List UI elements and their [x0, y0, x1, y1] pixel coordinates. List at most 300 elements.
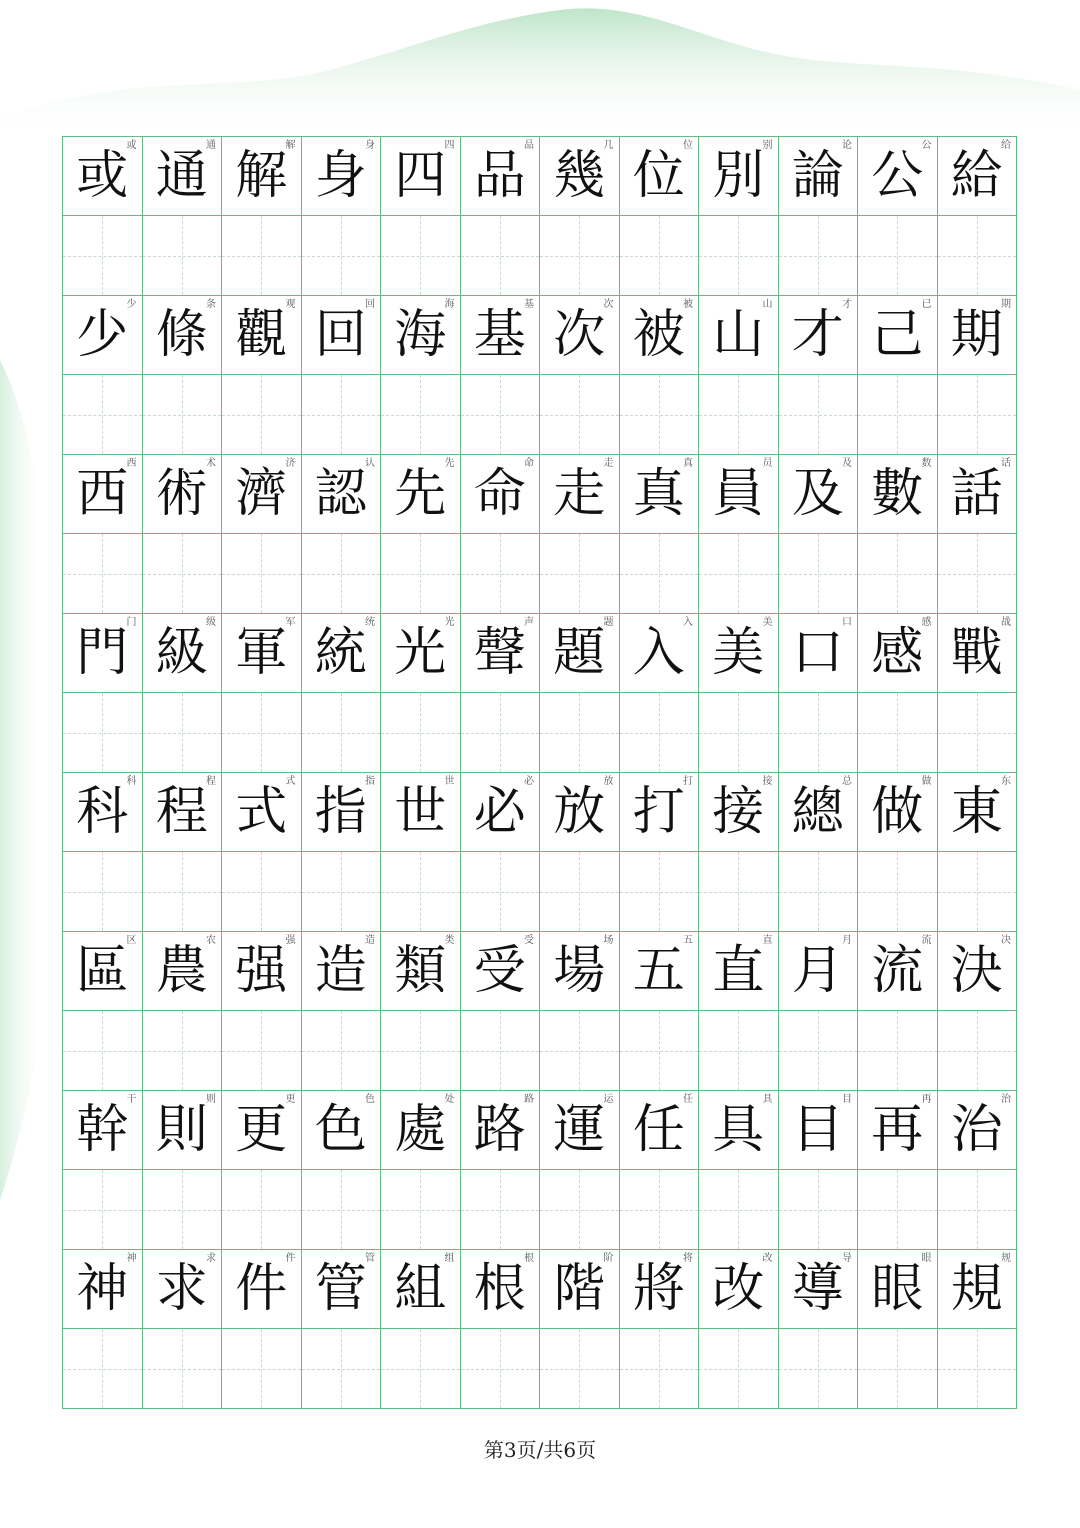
- character-box: [540, 137, 619, 216]
- character-box: [779, 455, 858, 534]
- writing-space[interactable]: [699, 1170, 778, 1249]
- writing-space[interactable]: [858, 693, 937, 772]
- writing-space[interactable]: [540, 1170, 619, 1249]
- traditional-character: 接: [712, 782, 765, 842]
- character-box: [222, 455, 301, 534]
- character-box: [620, 614, 699, 693]
- practice-cell: [461, 1250, 541, 1409]
- practice-cell: [540, 614, 620, 773]
- writing-space[interactable]: [63, 375, 142, 454]
- traditional-character: 處: [394, 1100, 447, 1160]
- practice-cell: [938, 1250, 1018, 1409]
- writing-space[interactable]: [699, 852, 778, 931]
- character-box: [222, 1250, 301, 1329]
- writing-space[interactable]: [779, 216, 858, 295]
- practice-cell: [779, 296, 859, 455]
- simplified-hint: 管: [365, 1253, 375, 1264]
- simplified-hint: 式: [285, 776, 296, 787]
- writing-space[interactable]: [461, 852, 540, 931]
- writing-space[interactable]: [938, 216, 1017, 295]
- practice-cell: [381, 1250, 461, 1409]
- character-box: [858, 1091, 937, 1170]
- writing-space[interactable]: [143, 375, 222, 454]
- character-box: [699, 614, 778, 693]
- practice-cell: [938, 614, 1018, 773]
- writing-space[interactable]: [461, 1170, 540, 1249]
- simplified-hint: 色: [365, 1094, 375, 1105]
- writing-space[interactable]: [461, 1011, 540, 1090]
- simplified-hint: 观: [285, 299, 296, 310]
- simplified-hint: 题: [603, 617, 614, 628]
- traditional-character: 別: [712, 146, 765, 206]
- character-box: [381, 296, 460, 375]
- writing-space[interactable]: [302, 852, 381, 931]
- character-box: [222, 137, 301, 216]
- writing-space[interactable]: [540, 693, 619, 772]
- simplified-hint: 任: [683, 1094, 693, 1105]
- practice-cell: [461, 137, 541, 296]
- character-box: [858, 773, 937, 852]
- practice-cell: [461, 1091, 541, 1250]
- simplified-hint: 具: [762, 1094, 773, 1105]
- writing-space[interactable]: [620, 1011, 699, 1090]
- traditional-character: 基: [473, 305, 526, 365]
- simplified-hint: 军: [285, 617, 296, 628]
- writing-space[interactable]: [302, 1170, 381, 1249]
- writing-space[interactable]: [461, 216, 540, 295]
- writing-space[interactable]: [302, 375, 381, 454]
- traditional-character: 給: [950, 146, 1003, 206]
- traditional-character: 月: [791, 941, 844, 1001]
- writing-space[interactable]: [143, 1329, 222, 1408]
- writing-space[interactable]: [540, 216, 619, 295]
- writing-space[interactable]: [620, 534, 699, 613]
- writing-space[interactable]: [381, 1011, 460, 1090]
- traditional-character: 求: [155, 1259, 208, 1319]
- simplified-hint: 口: [842, 617, 852, 628]
- writing-space[interactable]: [779, 1329, 858, 1408]
- character-box: [143, 773, 222, 852]
- character-box: [302, 1091, 381, 1170]
- practice-cell: [938, 455, 1018, 614]
- writing-space[interactable]: [222, 534, 301, 613]
- traditional-character: 根: [473, 1259, 526, 1319]
- practice-cell: [381, 137, 461, 296]
- traditional-character: 導: [791, 1259, 844, 1319]
- writing-space[interactable]: [63, 1170, 142, 1249]
- character-box: [858, 1250, 937, 1329]
- traditional-character: 統: [314, 623, 367, 683]
- character-box: [938, 614, 1017, 693]
- traditional-character: 則: [155, 1100, 208, 1160]
- character-box: [461, 1250, 540, 1329]
- simplified-hint: 统: [365, 617, 375, 628]
- writing-space[interactable]: [858, 216, 937, 295]
- traditional-character: 階: [553, 1259, 606, 1319]
- simplified-hint: 东: [1001, 776, 1011, 787]
- practice-cell: [222, 1091, 302, 1250]
- character-box: [620, 455, 699, 534]
- character-box: [461, 932, 540, 1011]
- writing-space[interactable]: [381, 1170, 460, 1249]
- traditional-character: 及: [791, 464, 844, 524]
- traditional-character: 通: [155, 146, 208, 206]
- writing-space[interactable]: [222, 852, 301, 931]
- traditional-character: 少: [76, 305, 129, 365]
- simplified-hint: 求: [206, 1253, 216, 1264]
- writing-space[interactable]: [381, 1329, 460, 1408]
- practice-cell: [381, 773, 461, 932]
- practice-cell: [620, 1250, 700, 1409]
- simplified-hint: 根: [524, 1253, 534, 1264]
- practice-cell: [620, 932, 700, 1091]
- traditional-character: 色: [314, 1100, 367, 1160]
- writing-space[interactable]: [143, 852, 222, 931]
- practice-cell: [143, 614, 223, 773]
- practice-cell: [540, 455, 620, 614]
- traditional-character: 門: [76, 623, 129, 683]
- writing-space[interactable]: [381, 852, 460, 931]
- writing-space[interactable]: [222, 1329, 301, 1408]
- character-box: [620, 1091, 699, 1170]
- practice-cell: [381, 614, 461, 773]
- practice-cell: [699, 1250, 779, 1409]
- character-box: [938, 296, 1017, 375]
- character-box: [699, 1091, 778, 1170]
- character-box: [620, 1250, 699, 1329]
- traditional-character: 口: [791, 623, 844, 683]
- character-box: [381, 614, 460, 693]
- writing-space[interactable]: [540, 1329, 619, 1408]
- writing-space[interactable]: [938, 1011, 1017, 1090]
- writing-space[interactable]: [858, 1011, 937, 1090]
- character-box: [63, 455, 142, 534]
- simplified-hint: 流: [921, 935, 932, 946]
- writing-space[interactable]: [620, 1170, 699, 1249]
- simplified-hint: 神: [126, 1253, 137, 1264]
- simplified-hint: 运: [603, 1094, 614, 1105]
- traditional-character: 入: [632, 623, 685, 683]
- character-box: [63, 137, 142, 216]
- character-box: [858, 296, 937, 375]
- practice-cell: [699, 296, 779, 455]
- writing-space[interactable]: [222, 693, 301, 772]
- writing-space[interactable]: [63, 534, 142, 613]
- writing-space[interactable]: [302, 1329, 381, 1408]
- writing-space[interactable]: [858, 1170, 937, 1249]
- character-box: [858, 137, 937, 216]
- writing-space[interactable]: [302, 534, 381, 613]
- writing-space[interactable]: [461, 1329, 540, 1408]
- traditional-character: 組: [394, 1259, 447, 1319]
- practice-cell: [63, 1091, 143, 1250]
- traditional-character: 軍: [235, 623, 288, 683]
- writing-space[interactable]: [540, 375, 619, 454]
- practice-cell: [302, 1250, 382, 1409]
- character-box: [938, 137, 1017, 216]
- practice-cell: [699, 932, 779, 1091]
- simplified-hint: 门: [126, 617, 137, 628]
- practice-cell: [779, 1250, 859, 1409]
- writing-space[interactable]: [779, 1011, 858, 1090]
- simplified-hint: 山: [762, 299, 773, 310]
- practice-cell: [381, 1091, 461, 1250]
- practice-cell: [143, 455, 223, 614]
- writing-space[interactable]: [381, 534, 460, 613]
- practice-cell: [63, 137, 143, 296]
- simplified-hint: 感: [921, 617, 932, 628]
- simplified-hint: 治: [1001, 1094, 1011, 1105]
- writing-space[interactable]: [699, 375, 778, 454]
- writing-space[interactable]: [938, 534, 1017, 613]
- character-box: [540, 773, 619, 852]
- writing-space[interactable]: [620, 216, 699, 295]
- writing-space[interactable]: [858, 534, 937, 613]
- practice-cell: [858, 614, 938, 773]
- writing-space[interactable]: [222, 1011, 301, 1090]
- writing-space[interactable]: [63, 1011, 142, 1090]
- writing-space[interactable]: [381, 693, 460, 772]
- writing-space[interactable]: [779, 852, 858, 931]
- simplified-hint: 四: [444, 140, 455, 151]
- writing-space[interactable]: [302, 1011, 381, 1090]
- practice-cell: [143, 1250, 223, 1409]
- writing-space[interactable]: [461, 693, 540, 772]
- traditional-character: 話: [950, 464, 1003, 524]
- writing-space[interactable]: [938, 1329, 1017, 1408]
- writing-space[interactable]: [858, 1329, 937, 1408]
- simplified-hint: 强: [285, 935, 296, 946]
- practice-cell: [779, 455, 859, 614]
- traditional-character: 程: [155, 782, 208, 842]
- writing-space[interactable]: [540, 1011, 619, 1090]
- character-box: [699, 296, 778, 375]
- simplified-hint: 命: [524, 458, 534, 469]
- traditional-character: 真: [632, 464, 685, 524]
- practice-cell: [699, 614, 779, 773]
- practice-cell: [938, 773, 1018, 932]
- simplified-hint: 目: [842, 1094, 852, 1105]
- traditional-character: 神: [76, 1259, 129, 1319]
- practice-cell: [381, 932, 461, 1091]
- writing-space[interactable]: [143, 216, 222, 295]
- character-box: [143, 1091, 222, 1170]
- page-indicator: 第3页/共6页: [483, 1438, 597, 1462]
- writing-space[interactable]: [938, 1170, 1017, 1249]
- writing-space[interactable]: [620, 693, 699, 772]
- practice-cell: [699, 455, 779, 614]
- traditional-character: 總: [791, 782, 844, 842]
- simplified-hint: 真: [683, 458, 693, 469]
- simplified-hint: 或: [126, 140, 137, 151]
- writing-space[interactable]: [143, 1011, 222, 1090]
- simplified-hint: 场: [603, 935, 614, 946]
- traditional-character: 西: [76, 464, 129, 524]
- character-box: [143, 137, 222, 216]
- traditional-character: 路: [473, 1100, 526, 1160]
- character-box: [540, 455, 619, 534]
- character-box: [779, 614, 858, 693]
- writing-space[interactable]: [222, 1170, 301, 1249]
- character-box: [938, 1091, 1017, 1170]
- writing-space[interactable]: [699, 1329, 778, 1408]
- traditional-character: 任: [632, 1100, 685, 1160]
- practice-cell: [540, 1250, 620, 1409]
- traditional-character: 指: [314, 782, 367, 842]
- character-box: [699, 1250, 778, 1329]
- writing-space[interactable]: [143, 1170, 222, 1249]
- simplified-hint: 农: [206, 935, 216, 946]
- writing-space[interactable]: [540, 534, 619, 613]
- traditional-character: 流: [871, 941, 924, 1001]
- traditional-character: 海: [394, 305, 447, 365]
- writing-space[interactable]: [779, 375, 858, 454]
- traditional-character: 己: [871, 305, 924, 365]
- writing-space[interactable]: [302, 216, 381, 295]
- practice-cell: [858, 773, 938, 932]
- writing-space[interactable]: [381, 216, 460, 295]
- practice-cell: [63, 1250, 143, 1409]
- simplified-hint: 数: [921, 458, 932, 469]
- writing-space[interactable]: [63, 216, 142, 295]
- traditional-character: 感: [871, 623, 924, 683]
- writing-space[interactable]: [858, 375, 937, 454]
- simplified-hint: 将: [683, 1253, 693, 1264]
- simplified-hint: 员: [762, 458, 773, 469]
- practice-cell: [63, 614, 143, 773]
- traditional-character: 認: [314, 464, 367, 524]
- writing-space[interactable]: [143, 693, 222, 772]
- writing-space[interactable]: [779, 693, 858, 772]
- traditional-character: 五: [632, 941, 685, 1001]
- simplified-hint: 规: [1001, 1253, 1011, 1264]
- simplified-hint: 放: [603, 776, 614, 787]
- traditional-character: 將: [632, 1259, 685, 1319]
- practice-cell: [302, 137, 382, 296]
- practice-cell: [779, 614, 859, 773]
- simplified-hint: 区: [126, 935, 137, 946]
- simplified-hint: 路: [524, 1094, 534, 1105]
- writing-space[interactable]: [699, 216, 778, 295]
- character-box: [540, 932, 619, 1011]
- traditional-character: 被: [632, 305, 685, 365]
- practice-cell: [143, 137, 223, 296]
- simplified-hint: 基: [524, 299, 534, 310]
- practice-cell: [143, 932, 223, 1091]
- writing-space[interactable]: [938, 375, 1017, 454]
- traditional-character: 條: [155, 305, 208, 365]
- writing-space[interactable]: [143, 534, 222, 613]
- writing-space[interactable]: [302, 693, 381, 772]
- practice-cell: [222, 773, 302, 932]
- writing-space[interactable]: [620, 1329, 699, 1408]
- writing-space[interactable]: [461, 534, 540, 613]
- traditional-character: 觀: [235, 305, 288, 365]
- traditional-character: 直: [712, 941, 765, 1001]
- traditional-character: 決: [950, 941, 1003, 1001]
- simplified-hint: 指: [365, 776, 375, 787]
- practice-cell: [302, 296, 382, 455]
- writing-space[interactable]: [779, 1170, 858, 1249]
- simplified-hint: 光: [444, 617, 455, 628]
- practice-cell: [699, 137, 779, 296]
- simplified-hint: 月: [842, 935, 852, 946]
- character-box: [779, 1091, 858, 1170]
- simplified-hint: 五: [683, 935, 693, 946]
- writing-space[interactable]: [222, 216, 301, 295]
- simplified-hint: 术: [206, 458, 216, 469]
- simplified-hint: 则: [206, 1094, 216, 1105]
- character-box: [461, 296, 540, 375]
- practice-cell: [858, 1250, 938, 1409]
- character-box: [302, 296, 381, 375]
- simplified-hint: 决: [1001, 935, 1011, 946]
- simplified-hint: 期: [1001, 299, 1011, 310]
- traditional-character: 放: [553, 782, 606, 842]
- practice-cell: [381, 296, 461, 455]
- writing-space[interactable]: [222, 375, 301, 454]
- practice-cell: [779, 932, 859, 1091]
- practice-cell: [222, 137, 302, 296]
- simplified-hint: 少: [126, 299, 137, 310]
- writing-space[interactable]: [699, 534, 778, 613]
- writing-space[interactable]: [381, 375, 460, 454]
- writing-space[interactable]: [461, 375, 540, 454]
- writing-space[interactable]: [938, 693, 1017, 772]
- traditional-character: 運: [553, 1100, 606, 1160]
- traditional-character: 公: [871, 146, 924, 206]
- writing-space[interactable]: [779, 534, 858, 613]
- simplified-hint: 组: [444, 1253, 455, 1264]
- practice-cell: [302, 932, 382, 1091]
- writing-space[interactable]: [858, 852, 937, 931]
- character-box: [540, 296, 619, 375]
- simplified-hint: 品: [524, 140, 534, 151]
- character-box: [938, 932, 1017, 1011]
- writing-space[interactable]: [938, 852, 1017, 931]
- character-box: [302, 1250, 381, 1329]
- character-box: [302, 773, 381, 852]
- character-box: [938, 1250, 1017, 1329]
- writing-space[interactable]: [540, 852, 619, 931]
- simplified-hint: 导: [842, 1253, 852, 1264]
- writing-space[interactable]: [620, 852, 699, 931]
- practice-cell: [63, 296, 143, 455]
- traditional-character: 山: [712, 305, 765, 365]
- simplified-hint: 海: [444, 299, 455, 310]
- writing-space[interactable]: [620, 375, 699, 454]
- character-box: [461, 773, 540, 852]
- writing-space[interactable]: [699, 693, 778, 772]
- traditional-character: 走: [553, 464, 606, 524]
- character-box: [699, 773, 778, 852]
- traditional-character: 强: [235, 941, 288, 1001]
- writing-space[interactable]: [63, 852, 142, 931]
- traditional-character: 期: [950, 305, 1003, 365]
- simplified-hint: 几: [603, 140, 614, 151]
- character-box: [381, 137, 460, 216]
- traditional-character: 科: [76, 782, 129, 842]
- traditional-character: 管: [314, 1259, 367, 1319]
- traditional-character: 美: [712, 623, 765, 683]
- simplified-hint: 才: [842, 299, 852, 310]
- simplified-hint: 走: [603, 458, 614, 469]
- writing-space[interactable]: [699, 1011, 778, 1090]
- simplified-hint: 条: [206, 299, 216, 310]
- writing-space[interactable]: [63, 1329, 142, 1408]
- writing-space[interactable]: [63, 693, 142, 772]
- practice-cell: [302, 1091, 382, 1250]
